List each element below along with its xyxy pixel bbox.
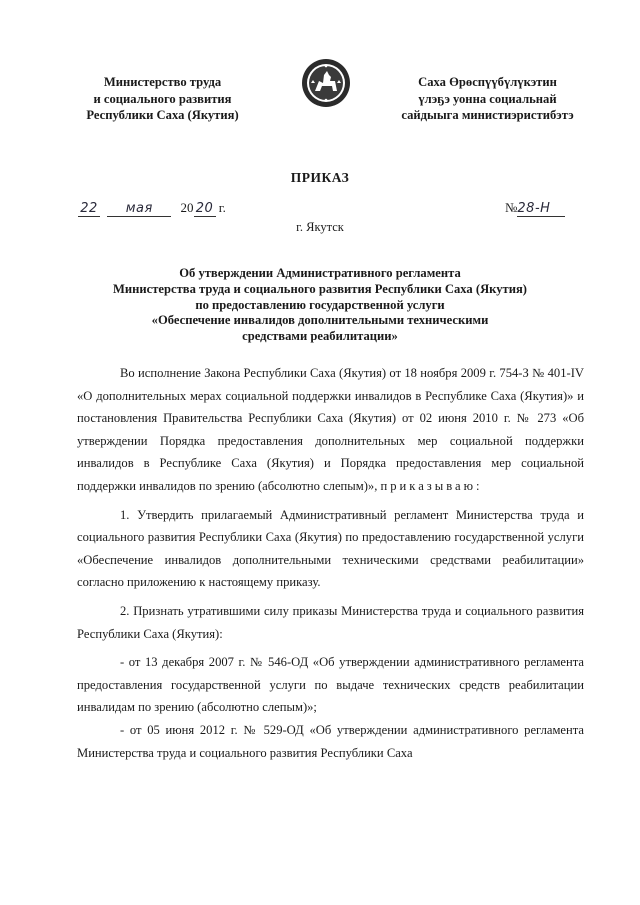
subject-line: «Обеспечение инвалидов дополнительными техническими [151,313,489,328]
city: г. Якутск [296,220,344,234]
date-year-suffix: 20 [194,201,216,217]
header-right-line: Саха Өрөспүүбүлүкэтин [418,75,557,89]
document-body [77,362,584,764]
intro-text: Во исполнение Закона Республики Саха (Якутия) от 18 ноября 2009 г. 754-З № 401-IV «О дополнительных мерах социальной поддержки инвалидов в Республике Саха (Якутия)» и постановления Правительства Республики Саха (Якутия) от 02 июня 2010 г. № 273 «Об утверждении Порядка предоставления дополнительных мер социальной поддержки инвалидов в Республике Саха (Якутия) и Порядка предоставления мер социальной поддержки инвалидов по зрению (абсолютно слепым)», [77,366,584,493]
date-suffix: г. [218,200,226,215]
item-2-paragraph: 2. Признать утратившими силу приказы Министерства труда и социального развития Республики Саха (Якутия): [77,603,584,641]
number-prefix: № [505,200,518,215]
header-left-line: Министерство труда [103,75,222,89]
date-year-prefix: 20 [180,200,194,215]
subject-line: Министерства труда и социального развития Республики Саха (Якутия) [112,281,527,296]
number-value: 28-Н [517,201,565,217]
ministry-name-yakut [375,74,600,124]
subject-line: Об утверждении Административного регламента [179,266,461,280]
subject-line: по предоставлению государственной услуги [195,297,445,312]
order-word: приказываю: [380,478,483,493]
subject-line: средствами реабилитации» [242,329,398,344]
document-title: ПРИКАЗ [290,170,350,185]
date-month: мая [107,201,171,217]
order-subject [70,266,570,345]
order-number [505,200,565,217]
date-day: 22 [78,201,100,217]
header-right-line: үлэҕэ уонна социальнай [418,91,557,106]
ministry-name-russian [60,74,265,124]
header-right-line: сайдыыга министиэристибэтэ [401,108,574,122]
intro-paragraph [77,362,584,498]
header-left-line: и социального развития [93,91,232,106]
order-date [78,200,226,217]
coat-of-arms-emblem-icon [300,57,352,109]
repealed-order-item: - от 13 декабря 2007 г. № 546-ОД «Об утверждении административного регламента предоставления государственной услуги по выдаче технических средств реабилитации инвалидам по зрению (абсолютно слепым)»; [77,655,584,715]
item-1-paragraph: 1. Утвердить прилагаемый Административный регламент Министерства труда и социального развития Республики Саха (Якутия) по предоставлению государственной услуги «Обеспечение инвалидов дополнительными техническими средствами реабилитации» согласно приложению к настоящему приказу. [77,507,584,590]
header-left-line: Республики Саха (Якутия) [86,108,239,122]
repealed-order-item: - от 05 июня 2012 г. № 529-ОД «Об утверждении административного регламента Министерства труда и социального развития Республики Саха [77,722,584,760]
